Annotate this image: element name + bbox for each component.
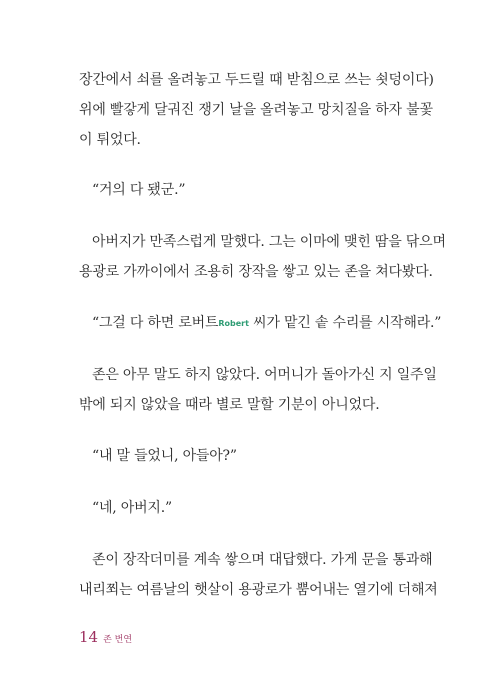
dialogue-line: “내 말 들었니, 아들아?” — [92, 448, 237, 464]
body-text-line: 아버지가 만족스럽게 말했다. 그는 이마에 맺힌 땀을 닦으며 — [92, 234, 446, 250]
body-text-line: 용광로 가까이에서 조용히 장작을 쌓고 있는 존을 쳐다봤다. — [79, 264, 433, 280]
page-number: 14 — [79, 628, 99, 646]
dialogue-line: “네, 아버지.” — [92, 500, 172, 516]
dialogue-line: “거의 다 됐군.” — [92, 182, 186, 198]
dialogue-text-start: “그걸 다 하면 로버트 — [92, 315, 219, 331]
body-text-line: 장간에서 쇠를 올려놓고 두드릴 때 받침으로 쓰는 쇳덩이다) — [79, 72, 434, 88]
page-footer — [79, 628, 132, 648]
body-text-line: 이 튀었다. — [79, 132, 141, 148]
name-annotation: Robert — [218, 319, 249, 328]
body-text-line: 내리쬐는 여름날의 햇살이 용광로가 뿜어내는 열기에 더해져 — [79, 582, 438, 598]
dialogue-line — [92, 314, 442, 333]
dialogue-text-end: 씨가 맡긴 솥 수리를 시작해라.” — [248, 315, 442, 331]
running-title: 존 번연 — [103, 635, 133, 645]
body-text-line: 위에 빨갛게 달궈진 쟁기 날을 올려놓고 망치질을 하자 불꽃 — [79, 102, 433, 118]
body-text-line: 존이 장작더미를 계속 쌓으며 대답했다. 가게 문을 통과해 — [92, 552, 433, 568]
body-text-line: 존은 아무 말도 하지 않았다. 어머니가 돌아가신 지 일주일 — [92, 367, 437, 383]
body-text-line: 밖에 되지 않았을 때라 별로 말할 기분이 아니었다. — [79, 397, 380, 413]
